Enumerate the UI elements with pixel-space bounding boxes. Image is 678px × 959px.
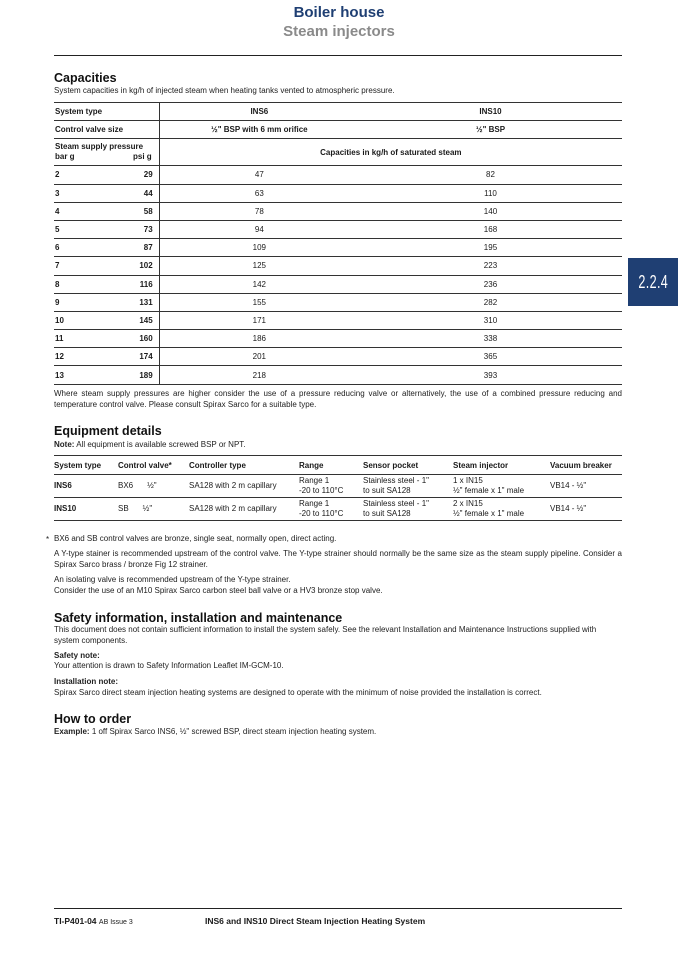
ins10-capacity: 338: [359, 330, 622, 348]
equipment-heading: Equipment details: [54, 424, 162, 438]
ins6-capacity: 171: [159, 311, 359, 329]
capacities-note: Where steam supply pressures are higher consider the use of a pressure reducing valve or alternatively, the use of a combined pressure reducing and temperature control valve. Please consult Spirax Sarco for a suitable type.: [54, 389, 622, 409]
installation-note-label: Installation note:: [54, 677, 118, 686]
column-header: Vacuum breaker: [550, 456, 622, 475]
table-row: [54, 257, 622, 275]
table-row: [54, 220, 622, 238]
control-valve-label: Control valve size: [54, 121, 159, 139]
table-cell: [118, 475, 189, 498]
psi-label: psi g: [133, 152, 152, 162]
table-cell: [453, 475, 550, 498]
order-example-text: 1 off Spirax Sarco INS6, ½" screwed BSP, direct steam injection heating system.: [91, 727, 377, 736]
equipment-table: [54, 455, 622, 521]
isolating-text-1: An isolating valve is recommended upstream of the Y-type strainer.: [54, 575, 291, 584]
bar-value: 11: [54, 330, 109, 348]
control-valve: SB: [118, 504, 129, 513]
ins10-capacity: 365: [359, 348, 622, 366]
vacuum-breaker: VB14 - ½": [550, 481, 587, 490]
table-row: [54, 311, 622, 329]
ins6-capacity: 142: [159, 275, 359, 293]
document-code: TI-P401-04: [54, 916, 97, 926]
ins10-capacity: 110: [359, 184, 622, 202]
sensor-pocket-line: Stainless steel - 1": [363, 476, 429, 485]
table-row: [54, 293, 622, 311]
pressure-label: Steam supply pressure: [55, 142, 144, 152]
psi-value: 189: [109, 366, 159, 384]
table-row: [54, 366, 622, 384]
table-cell: [299, 475, 363, 498]
order-example-label: Example:: [54, 727, 90, 736]
table-row: [54, 275, 622, 293]
bar-value: 13: [54, 366, 109, 384]
bar-value: 3: [54, 184, 109, 202]
bar-value: 10: [54, 311, 109, 329]
strainer-text: A Y-type stainer is recommended upstream of the control valve. The Y-type strainer should normally be the same size as the steam supply pipeline. Consider a Spirax Sarco brass / bronze Fig 12 strainer.: [54, 549, 622, 569]
range-line: Range 1: [299, 499, 330, 508]
footer-rule: [54, 908, 622, 909]
column-header: Controller type: [189, 456, 299, 475]
capacity-header: Capacities in kg/h of saturated steam: [159, 139, 622, 166]
system-type-label: System type: [54, 103, 159, 121]
table-row: [54, 121, 622, 139]
bar-label: bar g: [55, 152, 75, 162]
table-row: [54, 166, 622, 184]
equipment-note: [54, 440, 622, 451]
steam-injector-line: 1 x IN15: [453, 476, 483, 485]
installation-note-text: Spirax Sarco direct steam injection heating systems are designed to operate with the minimum of noise provided the installation is correct.: [54, 688, 542, 697]
table-row: [54, 475, 622, 498]
safety-heading: Safety information, installation and maintenance: [54, 611, 343, 625]
ins10-capacity: 140: [359, 202, 622, 220]
psi-value: 58: [109, 202, 159, 220]
ins10-capacity: 282: [359, 293, 622, 311]
steam-injector-line: ½" female x 1" male: [453, 509, 525, 518]
table-row: [54, 348, 622, 366]
equipment-note-label: Note:: [54, 440, 75, 449]
equipment-footnote: BX6 and SB control valves are bronze, single seat, normally open, direct acting.: [54, 534, 337, 543]
capacities-heading: Capacities: [54, 71, 117, 85]
column-header: System type: [54, 456, 118, 475]
column-header: Sensor pocket: [363, 456, 453, 475]
psi-value: 29: [109, 166, 159, 184]
pressure-label-cell: [54, 139, 159, 166]
equipment-rows: [54, 475, 622, 521]
ins6-label: INS6: [159, 103, 359, 121]
ins10-capacity: 223: [359, 257, 622, 275]
header-rule: [54, 55, 622, 56]
table-cell: [54, 498, 118, 521]
table-cell: [550, 475, 622, 498]
table-cell: [189, 475, 299, 498]
ins10-capacity: 393: [359, 366, 622, 384]
column-header: Range: [299, 456, 363, 475]
safety-note-label: Safety note:: [54, 651, 100, 660]
equipment-header-row: [54, 456, 622, 475]
bar-value: 12: [54, 348, 109, 366]
table-cell: [363, 475, 453, 498]
sensor-pocket-line: to suit SA128: [363, 509, 411, 518]
range-line: -20 to 110°C: [299, 509, 344, 518]
ins10-valve: ½" BSP: [359, 121, 622, 139]
capacities-rows: [54, 166, 622, 384]
table-row: [54, 184, 622, 202]
bar-value: 8: [54, 275, 109, 293]
system-type: INS10: [54, 504, 77, 513]
ins6-capacity: 78: [159, 202, 359, 220]
section-tab: 2.2.4: [628, 258, 678, 306]
ins6-capacity: 94: [159, 220, 359, 238]
valve-size: ½": [142, 504, 153, 513]
sensor-pocket-line: Stainless steel - 1": [363, 499, 429, 508]
steam-injector-line: ½" female x 1" male: [453, 486, 525, 495]
table-row: [54, 202, 622, 220]
bar-value: 7: [54, 257, 109, 275]
unit-labels: [55, 152, 159, 162]
ins10-capacity: 82: [359, 166, 622, 184]
document-issue: AB Issue 3: [98, 919, 133, 926]
ins6-capacity: 47: [159, 166, 359, 184]
ins6-capacity: 218: [159, 366, 359, 384]
table-row: [54, 139, 622, 166]
footnote-mark: *: [46, 535, 50, 544]
ins6-valve: ½" BSP with 6 mm orifice: [159, 121, 359, 139]
table-row: [54, 330, 622, 348]
psi-value: 131: [109, 293, 159, 311]
ins10-capacity: 195: [359, 239, 622, 257]
order-heading: How to order: [54, 712, 132, 726]
table-cell: [118, 498, 189, 521]
table-row: [54, 239, 622, 257]
capacities-intro: System capacities in kg/h of injected steam when heating tanks vented to atmospheric pressure.: [54, 86, 395, 95]
ins6-capacity: 109: [159, 239, 359, 257]
valve-size: ½": [147, 481, 157, 490]
table-cell: [54, 475, 118, 498]
vacuum-breaker: VB14 - ½": [550, 504, 587, 513]
psi-value: 145: [109, 311, 159, 329]
bar-value: 2: [54, 166, 109, 184]
table-row: [54, 498, 622, 521]
table-cell: [453, 498, 550, 521]
bar-value: 5: [54, 220, 109, 238]
ins6-capacity: 201: [159, 348, 359, 366]
order-example: [54, 727, 622, 738]
table-cell: [363, 498, 453, 521]
controller-type: SA128 with 2 m capillary: [189, 481, 277, 490]
sensor-pocket-line: to suit SA128: [363, 486, 411, 495]
psi-value: 44: [109, 184, 159, 202]
psi-value: 174: [109, 348, 159, 366]
capacities-table: [54, 102, 622, 385]
table-row: [54, 103, 622, 121]
psi-value: 116: [109, 275, 159, 293]
table-cell: [299, 498, 363, 521]
psi-value: 87: [109, 239, 159, 257]
column-header: Control valve*: [118, 456, 189, 475]
bar-value: 6: [54, 239, 109, 257]
safety-note-text: Your attention is drawn to Safety Information Leaflet IM-GCM-10.: [54, 661, 284, 670]
equipment-note-text: All equipment is available screwed BSP or NPT.: [76, 440, 246, 449]
psi-value: 73: [109, 220, 159, 238]
bar-value: 9: [54, 293, 109, 311]
safety-text: This document does not contain sufficient information to install the system safely. See the relevant Installation and Maintenance Instructions supplied with system components.: [54, 625, 597, 645]
range-line: -20 to 110°C: [299, 486, 344, 495]
ins10-capacity: 310: [359, 311, 622, 329]
ins6-capacity: 186: [159, 330, 359, 348]
footer-code: [54, 916, 133, 926]
table-cell: [189, 498, 299, 521]
ins6-capacity: 125: [159, 257, 359, 275]
ins10-capacity: 236: [359, 275, 622, 293]
steam-injector-line: 2 x IN15: [453, 499, 483, 508]
psi-value: 102: [109, 257, 159, 275]
page-subtitle: Steam injectors: [283, 23, 395, 40]
ins6-capacity: 155: [159, 293, 359, 311]
column-header: Steam injector: [453, 456, 550, 475]
ins6-capacity: 63: [159, 184, 359, 202]
range-line: Range 1: [299, 476, 330, 485]
system-type: INS6: [54, 481, 72, 490]
isolating-text-2: Consider the use of an M10 Spirax Sarco carbon steel ball valve or a HV3 bronze stop valve.: [54, 586, 383, 595]
psi-value: 160: [109, 330, 159, 348]
table-cell: [550, 498, 622, 521]
ins10-label: INS10: [359, 103, 622, 121]
controller-type: SA128 with 2 m capillary: [189, 504, 277, 513]
bar-value: 4: [54, 202, 109, 220]
control-valve: BX6: [118, 481, 134, 490]
footer-title: INS6 and INS10 Direct Steam Injection Heating System: [205, 916, 426, 926]
page-title: Boiler house: [293, 4, 385, 21]
ins10-capacity: 168: [359, 220, 622, 238]
